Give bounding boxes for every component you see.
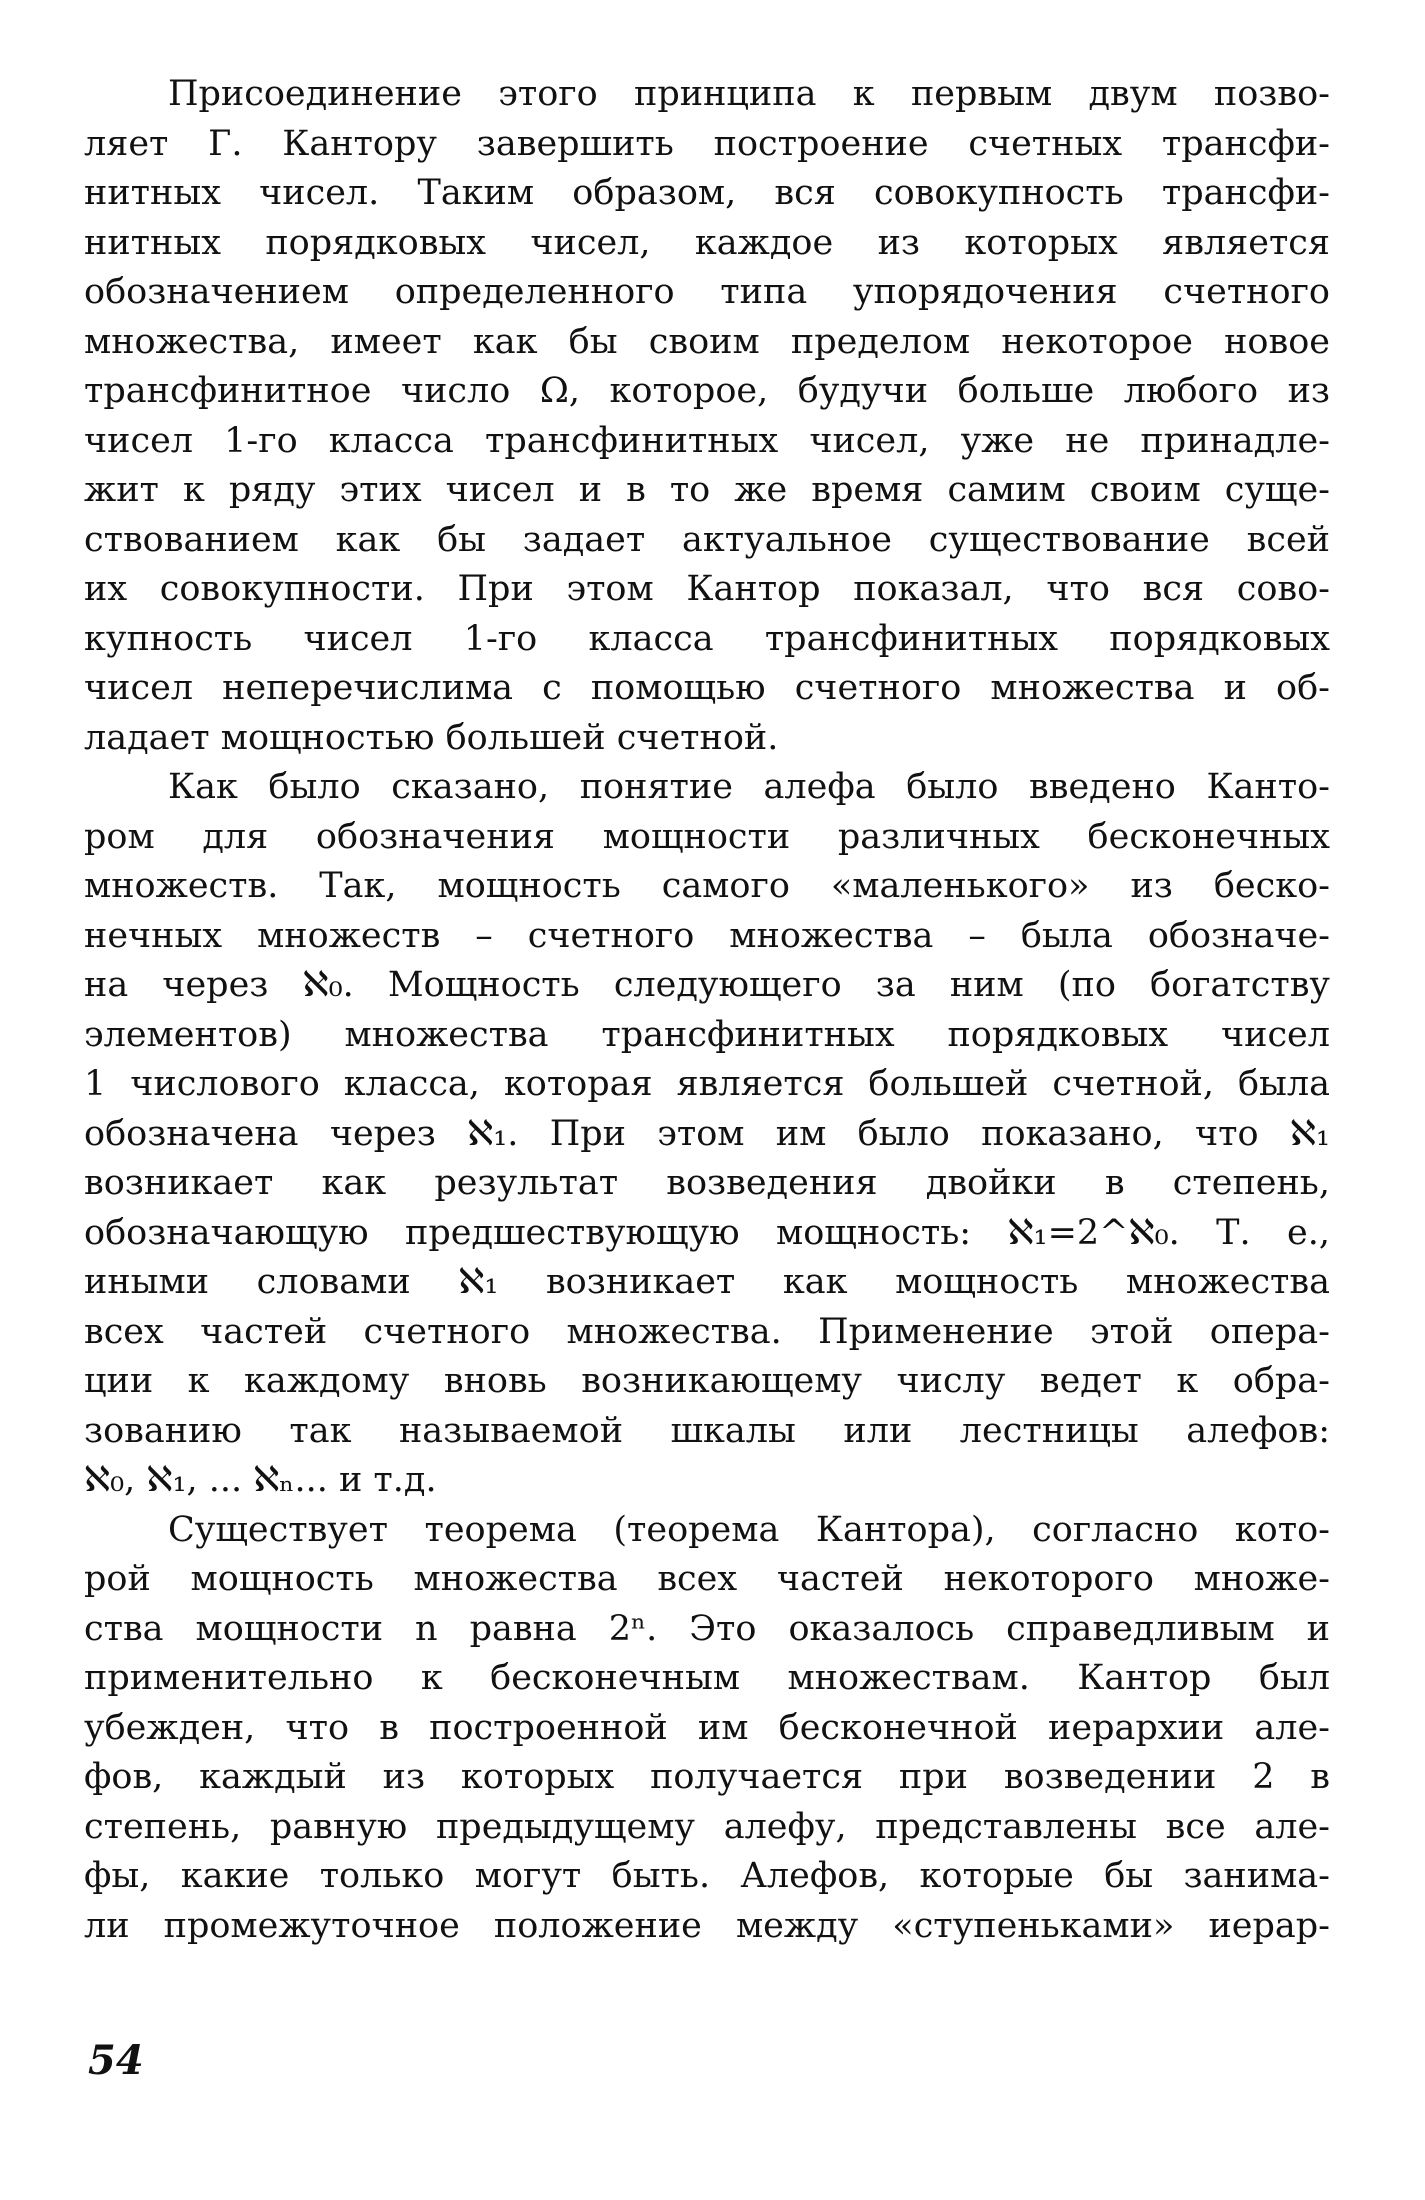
text-line: их совокупности. При этом Кантор показал, что вся сово- bbox=[84, 569, 1330, 609]
text-line: ствованием как бы задает актуальное существование всей bbox=[84, 519, 1330, 560]
text-line: рой мощность множества всех частей некоторого множе- bbox=[84, 1559, 1330, 1599]
text-line: ли промежуточное положение между «ступеньками» иерар- bbox=[84, 1905, 1330, 1946]
text-line: применительно к бесконечным множествам. Кантор был bbox=[84, 1658, 1330, 1698]
text-line: ром для обозначения мощности различных бесконечных bbox=[84, 816, 1330, 857]
text-line: 1 числового класса, которая является большей счетной, была bbox=[84, 1064, 1330, 1104]
text-line: жит к ряду этих чисел и в то же время самим своим суще- bbox=[84, 470, 1330, 510]
text-line: обозначена через ℵ₁. При этом им было показано, что ℵ₁ bbox=[84, 1113, 1330, 1154]
text-line: обозначающую предшествующую мощность: ℵ₁=2^ℵ₀. Т. е., bbox=[84, 1212, 1330, 1253]
text-line: зованию так называемой шкалы или лестницы алефов: bbox=[84, 1410, 1330, 1451]
paragraph-3 bbox=[84, 1506, 1330, 1952]
text-line: возникает как результат возведения двойки в степень, bbox=[84, 1163, 1330, 1203]
text-line: ства мощности n равна 2ⁿ. Это оказалось справедливым и bbox=[84, 1608, 1330, 1649]
text-line: чисел 1-го класса трансфинитных чисел, уже не принадле- bbox=[84, 420, 1330, 461]
page-body bbox=[84, 70, 1330, 1951]
text-line: нитных чисел. Таким образом, вся совокупность трансфи- bbox=[84, 173, 1330, 213]
text-line: чисел неперечислима с помощью счетного множества и об- bbox=[84, 668, 1330, 708]
text-line: на через ℵ₀. Мощность следующего за ним (по богатству bbox=[84, 965, 1330, 1005]
paragraph-2 bbox=[84, 763, 1330, 1506]
text-line: ладает мощностью большей счетной. bbox=[84, 717, 779, 758]
text-line: Существует теорема (теорема Кантора), согласно кото- bbox=[168, 1509, 1330, 1550]
text-line: элементов) множества трансфинитных порядковых чисел bbox=[84, 1014, 1330, 1055]
text-line: всех частей счетного множества. Применение этой опера- bbox=[84, 1311, 1330, 1352]
paragraph-1 bbox=[84, 70, 1330, 763]
text-line: множества, имеет как бы своим пределом некоторое новое bbox=[84, 321, 1330, 362]
text-line: трансфинитное число Ω, которое, будучи больше любого из bbox=[84, 371, 1330, 411]
text-line: фы, какие только могут быть. Алефов, которые бы занима- bbox=[84, 1856, 1330, 1896]
text-line: Как было сказано, понятие алефа было введено Канто- bbox=[168, 767, 1330, 807]
text-line: ции к каждому вновь возникающему числу ведет к обра- bbox=[84, 1361, 1330, 1401]
text-line: нечных множеств – счетного множества – была обозначе- bbox=[84, 915, 1330, 956]
text-line: Присоединение этого принципа к первым двум позво- bbox=[168, 74, 1330, 114]
text-line: степень, равную предыдущему алефу, представлены все але- bbox=[84, 1806, 1330, 1847]
text-line: ляет Г. Кантору завершить построение счетных трансфи- bbox=[84, 123, 1330, 164]
text-line: купность чисел 1-го класса трансфинитных порядковых bbox=[84, 618, 1330, 659]
text-line: обозначением определенного типа упорядочения счетного bbox=[84, 272, 1330, 312]
page-number: 54 bbox=[88, 2037, 144, 2084]
text-line: убежден, что в построенной им бесконечной иерархии але- bbox=[84, 1707, 1330, 1748]
text-line: ℵ₀, ℵ₁, ... ℵₙ... и т.д. bbox=[84, 1460, 437, 1500]
text-line: иными словами ℵ₁ возникает как мощность множества bbox=[84, 1262, 1330, 1302]
text-line: нитных порядковых чисел, каждое из которых является bbox=[84, 222, 1330, 263]
text-line: множеств. Так, мощность самого «маленького» из беско- bbox=[84, 866, 1330, 906]
text-line: фов, каждый из которых получается при возведении 2 в bbox=[84, 1757, 1330, 1797]
